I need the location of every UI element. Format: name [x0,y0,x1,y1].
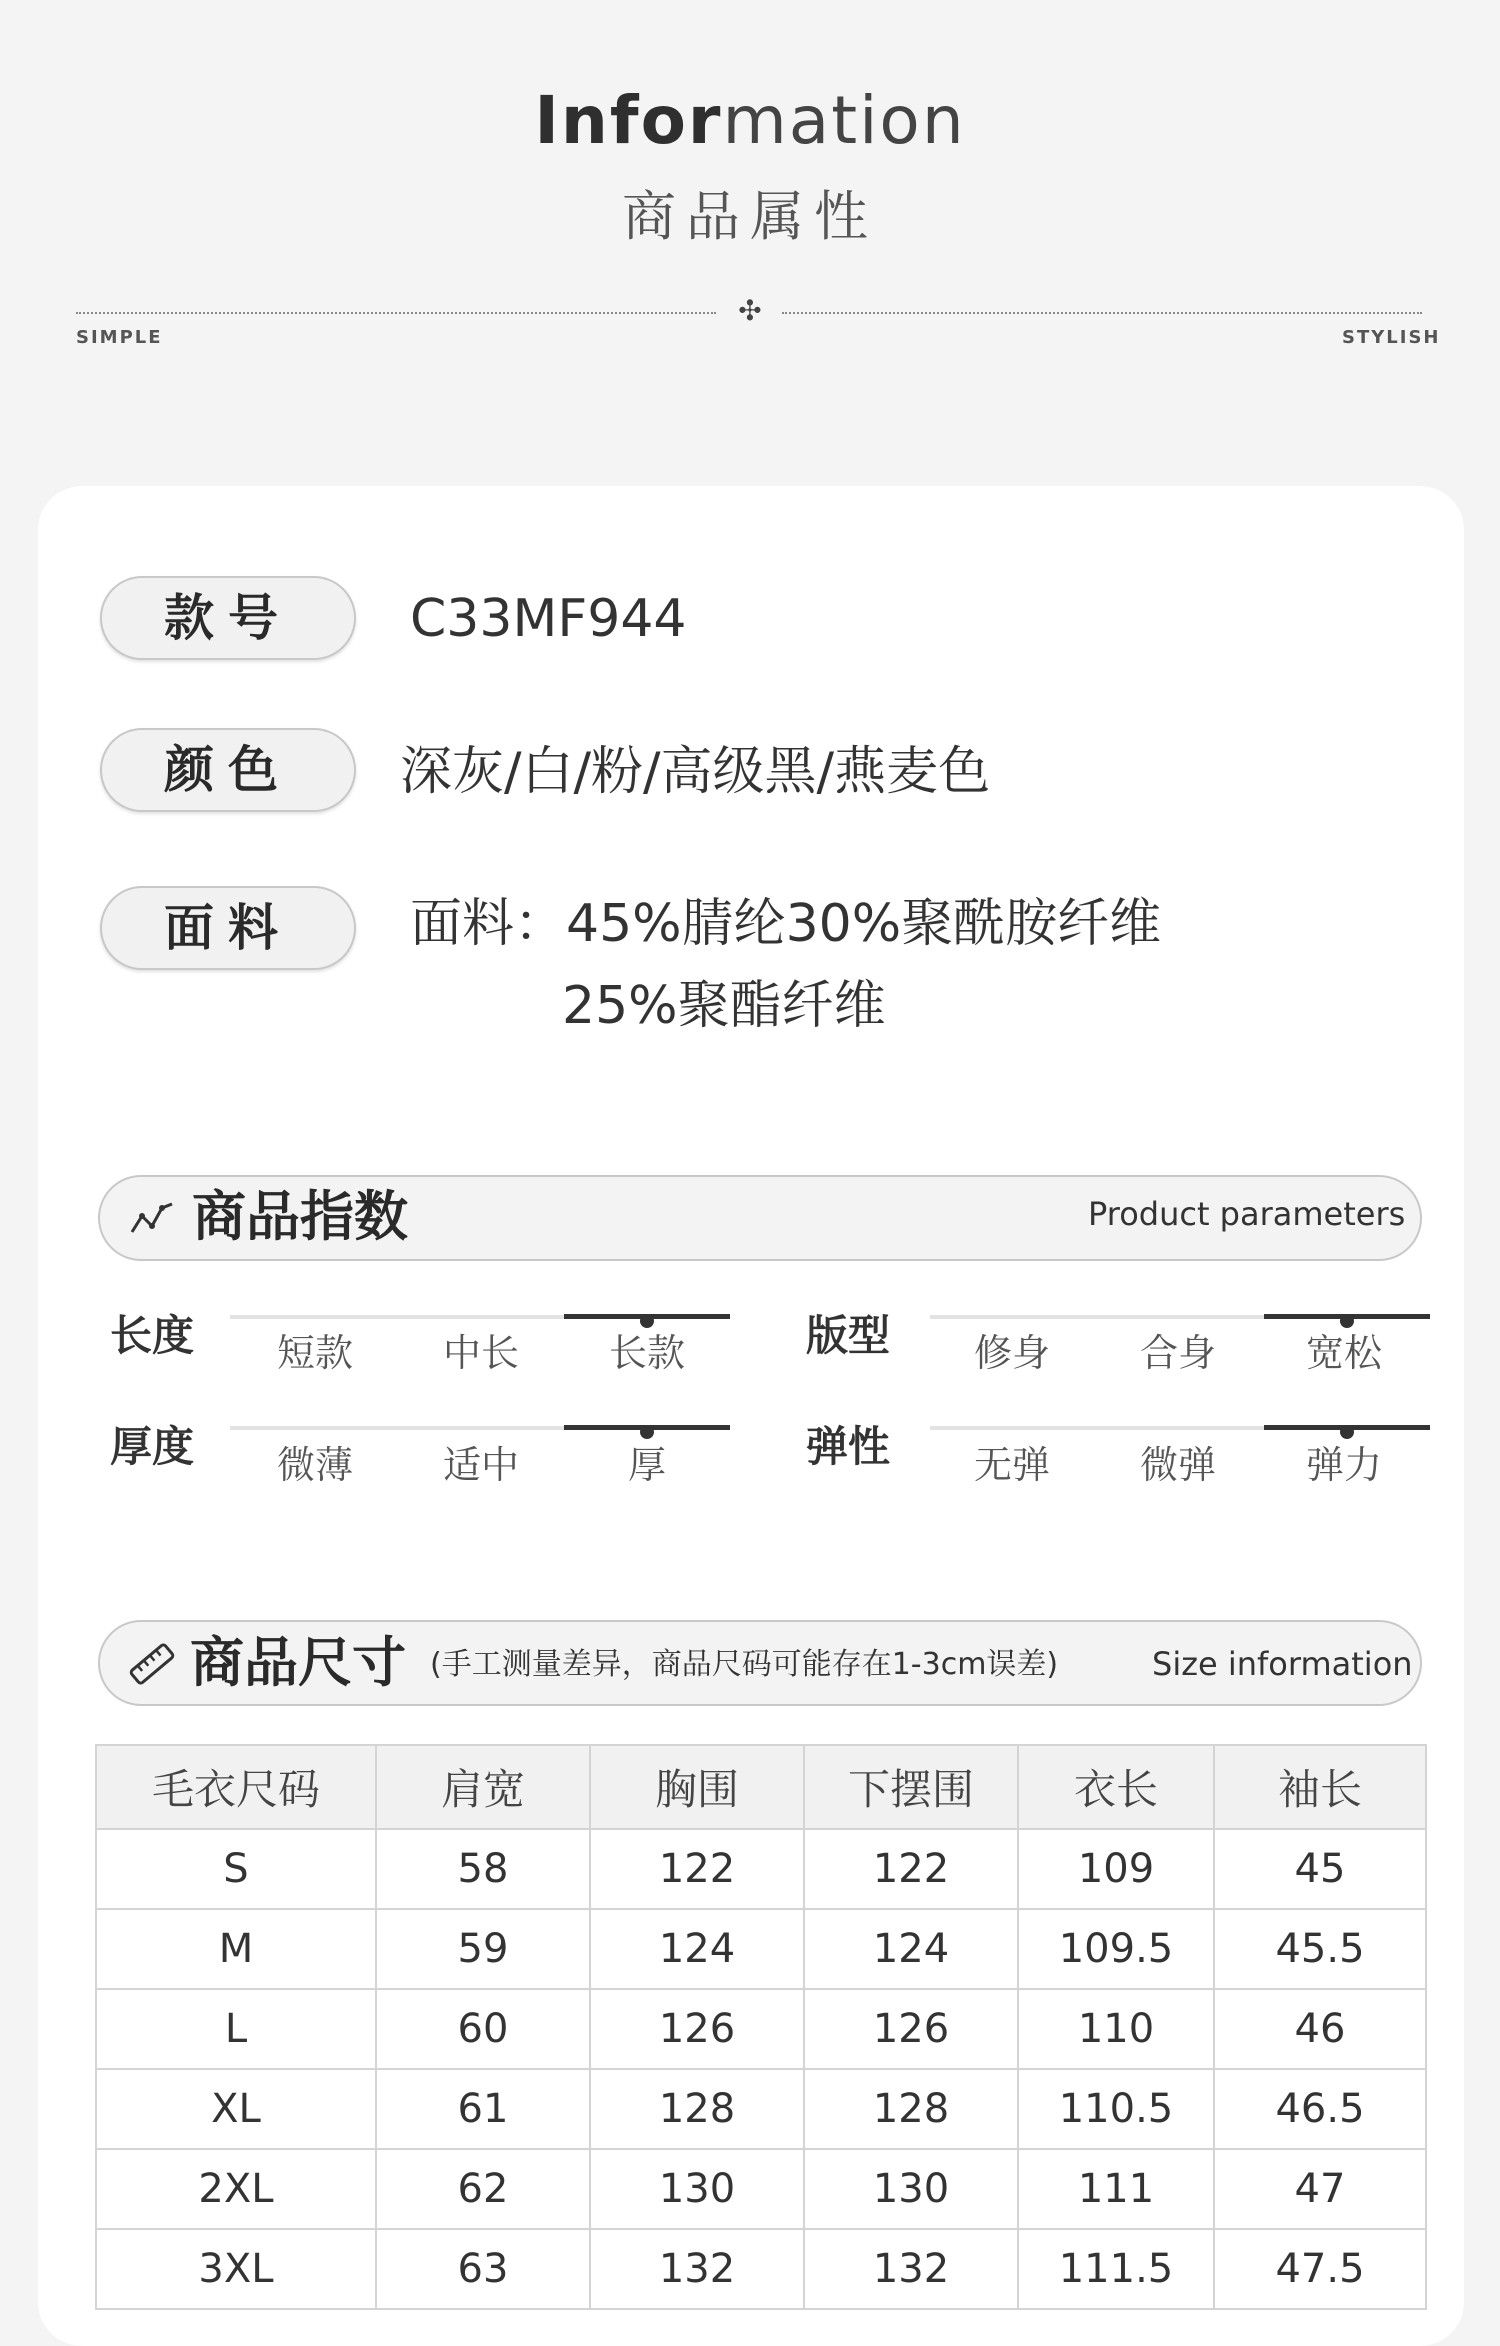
param-option: 无弹 [973,1443,1050,1487]
table-cell: 59 [376,1909,590,1989]
fabric-value-line2: 25%聚酯纤维 [562,976,886,1036]
size-title-en: Size information [1152,1645,1413,1683]
params-title: 商品指数 [192,1185,408,1248]
size-table [95,1744,1427,2310]
fabric-value-line1: 面料：45%腈纶30%聚酰胺纤维 [410,894,1162,954]
table-cell: 132 [590,2229,804,2309]
title-en-light: mation [722,82,966,159]
table-cell: 61 [376,2069,590,2149]
table-cell: 62 [376,2149,590,2229]
table-cell: 124 [804,1909,1018,1989]
color-value: 深灰/白/粉/高级黑/燕麦色 [400,742,991,802]
table-cell: 109 [1018,1829,1214,1909]
table-cell: 2XL [96,2149,376,2229]
divider-left [76,312,716,314]
divider-right [782,312,1422,314]
move-cross-icon: ✣ [738,294,762,327]
table-cell: 109.5 [1018,1909,1214,1989]
table-cell: 128 [590,2069,804,2149]
param-option: 长款 [608,1331,685,1375]
param-option: 短款 [276,1331,353,1375]
param-option: 中长 [442,1331,519,1375]
param-option: 微弹 [1139,1443,1216,1487]
stylish-label: STYLISH [1342,327,1441,348]
table-cell: 3XL [96,2229,376,2309]
param-label-thickness: 厚度 [110,1422,195,1471]
table-cell: 122 [804,1829,1018,1909]
table-cell: 45 [1214,1829,1426,1909]
table-cell: 122 [590,1829,804,1909]
table-cell: 58 [376,1829,590,1909]
table-cell: 46.5 [1214,2069,1426,2149]
param-marker-elasticity [1340,1425,1354,1439]
table-cell: 60 [376,1989,590,2069]
table-header-cell: 毛衣尺码 [96,1745,376,1829]
param-option: 厚 [627,1443,666,1487]
param-option: 适中 [442,1443,519,1487]
table-cell: XL [96,2069,376,2149]
table-cell: S [96,1829,376,1909]
table-header-cell: 胸围 [590,1745,804,1829]
table-cell: 47 [1214,2149,1426,2229]
trend-line-icon [128,1198,178,1238]
table-cell: 130 [804,2149,1018,2229]
table-cell: 128 [804,2069,1018,2149]
table-cell: 126 [804,1989,1018,2069]
table-cell: 45.5 [1214,1909,1426,1989]
simple-label: SIMPLE [76,327,163,348]
ruler-icon [126,1640,178,1688]
table-cell: 130 [590,2149,804,2229]
style-no-value: C33MF944 [410,589,687,649]
table-row [96,1829,1426,1909]
table-header-cell: 袖长 [1214,1745,1426,1829]
param-marker-fit [1340,1314,1354,1328]
header-title-cn: 商品属性 [622,185,878,248]
table-header-cell: 衣长 [1018,1745,1214,1829]
table-row [96,1909,1426,1989]
params-title-en: Product parameters [1088,1195,1406,1233]
fabric-pill: 面料 [100,886,356,970]
table-cell: 124 [590,1909,804,1989]
color-pill: 颜色 [100,728,356,812]
style-no-pill: 款号 [100,576,356,660]
table-cell: 47.5 [1214,2229,1426,2309]
table-cell: 111 [1018,2149,1214,2229]
param-option: 弹力 [1305,1443,1382,1487]
table-cell: 110 [1018,1989,1214,2069]
table-cell: 110.5 [1018,2069,1214,2149]
param-option: 合身 [1139,1331,1216,1375]
param-marker-thickness [640,1425,654,1439]
param-option: 宽松 [1305,1331,1382,1375]
param-label-elasticity: 弹性 [806,1422,891,1471]
param-label-length: 长度 [110,1311,195,1360]
table-row [96,2229,1426,2309]
size-title: 商品尺寸 [190,1631,406,1694]
header-title-en [0,82,1500,159]
table-cell: 126 [590,1989,804,2069]
param-marker-length [640,1314,654,1328]
param-option: 微薄 [276,1443,353,1487]
table-header-row [96,1745,1426,1829]
table-cell: 46 [1214,1989,1426,2069]
table-cell: 132 [804,2229,1018,2309]
param-label-fit: 版型 [806,1311,891,1360]
table-cell: L [96,1989,376,2069]
table-cell: M [96,1909,376,1989]
size-note: (手工测量差异，商品尺码可能存在1-3cm误差) [430,1647,1059,1682]
table-header-cell: 下摆围 [804,1745,1018,1829]
table-row [96,1989,1426,2069]
table-cell: 63 [376,2229,590,2309]
title-en-bold: Infor [534,82,723,159]
table-row [96,2149,1426,2229]
table-header-cell: 肩宽 [376,1745,590,1829]
table-cell: 111.5 [1018,2229,1214,2309]
table-row [96,2069,1426,2149]
param-option: 修身 [973,1331,1050,1375]
